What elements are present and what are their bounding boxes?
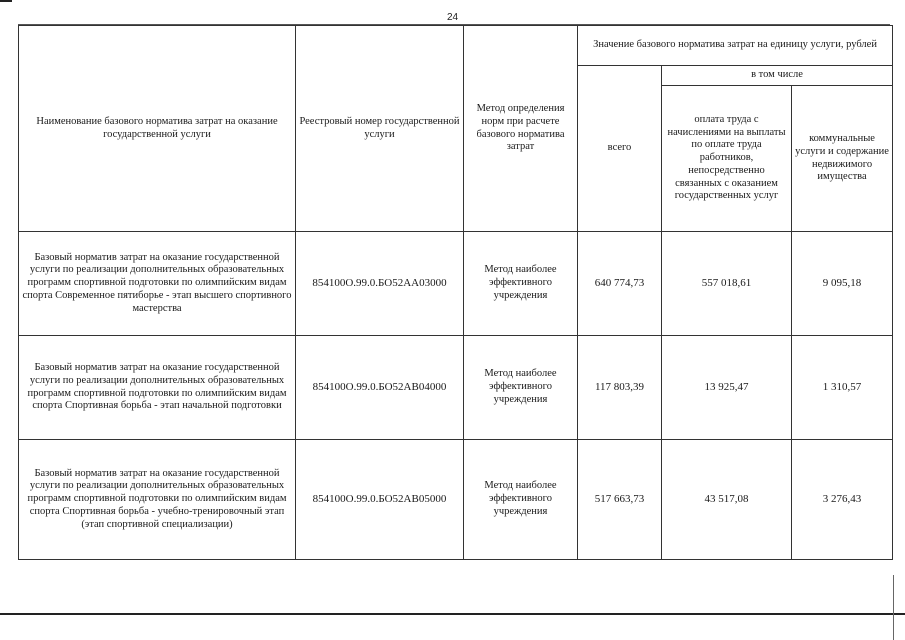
scan-corner-mark (0, 0, 12, 2)
header-registry-number: Реестровый номер государственной услуги (296, 26, 464, 232)
bottom-rule (0, 613, 905, 615)
row-utilities: 3 276,43 (792, 440, 893, 560)
header-labor: оплата труда с начислениями на выплаты по оплате труда работников, непосредственно связанных с оказанием государственных услуг (662, 86, 792, 232)
table-row (19, 440, 893, 560)
table-row (19, 336, 893, 440)
table-row (19, 232, 893, 336)
row-name: Базовый норматив затрат на оказание государственной услуги по реализации дополнительных образовательных программ спортивной подготовки по олимпийским видам спорта Спортивная борьба - этап начальной подготовки (19, 336, 296, 440)
header-row-1 (19, 26, 893, 66)
header-including: в том числе (662, 66, 893, 86)
row-utilities: 9 095,18 (792, 232, 893, 336)
row-labor: 43 517,08 (662, 440, 792, 560)
row-registry-number: 854100О.99.0.БО52АВ04000 (296, 336, 464, 440)
page-number: 24 (446, 12, 459, 23)
header-name: Наименование базового норматива затрат на оказание государственной услуги (19, 26, 296, 232)
row-labor: 557 018,61 (662, 232, 792, 336)
row-method: Метод наиболее эффективного учреждения (464, 336, 578, 440)
row-labor: 13 925,47 (662, 336, 792, 440)
cost-norms-table (18, 25, 893, 560)
row-method: Метод наиболее эффективного учреждения (464, 232, 578, 336)
row-name: Базовый норматив затрат на оказание государственной услуги по реализации дополнительных образовательных программ спортивной подготовки по олимпийским видам спорта Современное пятиборье - этап высшего спортивного мастерства (19, 232, 296, 336)
page-edge-line (893, 575, 894, 640)
header-utilities: коммунальные услуги и содержание недвижимого имущества (792, 86, 893, 232)
header-total: всего (578, 66, 662, 232)
row-total: 517 663,73 (578, 440, 662, 560)
row-method: Метод наиболее эффективного учреждения (464, 440, 578, 560)
header-value-group: Значение базового норматива затрат на единицу услуги, рублей (578, 26, 893, 66)
row-total: 117 803,39 (578, 336, 662, 440)
row-utilities: 1 310,57 (792, 336, 893, 440)
header-method: Метод определения норм при расчете базового норматива затрат (464, 26, 578, 232)
row-registry-number: 854100О.99.0.БО52АВ05000 (296, 440, 464, 560)
row-registry-number: 854100О.99.0.БО52АА03000 (296, 232, 464, 336)
row-total: 640 774,73 (578, 232, 662, 336)
row-name: Базовый норматив затрат на оказание государственной услуги по реализации дополнительных образовательных программ спортивной подготовки по олимпийским видам спорта Спортивная борьба - учебно-тренировочный этап (этап спортивной специализации) (19, 440, 296, 560)
